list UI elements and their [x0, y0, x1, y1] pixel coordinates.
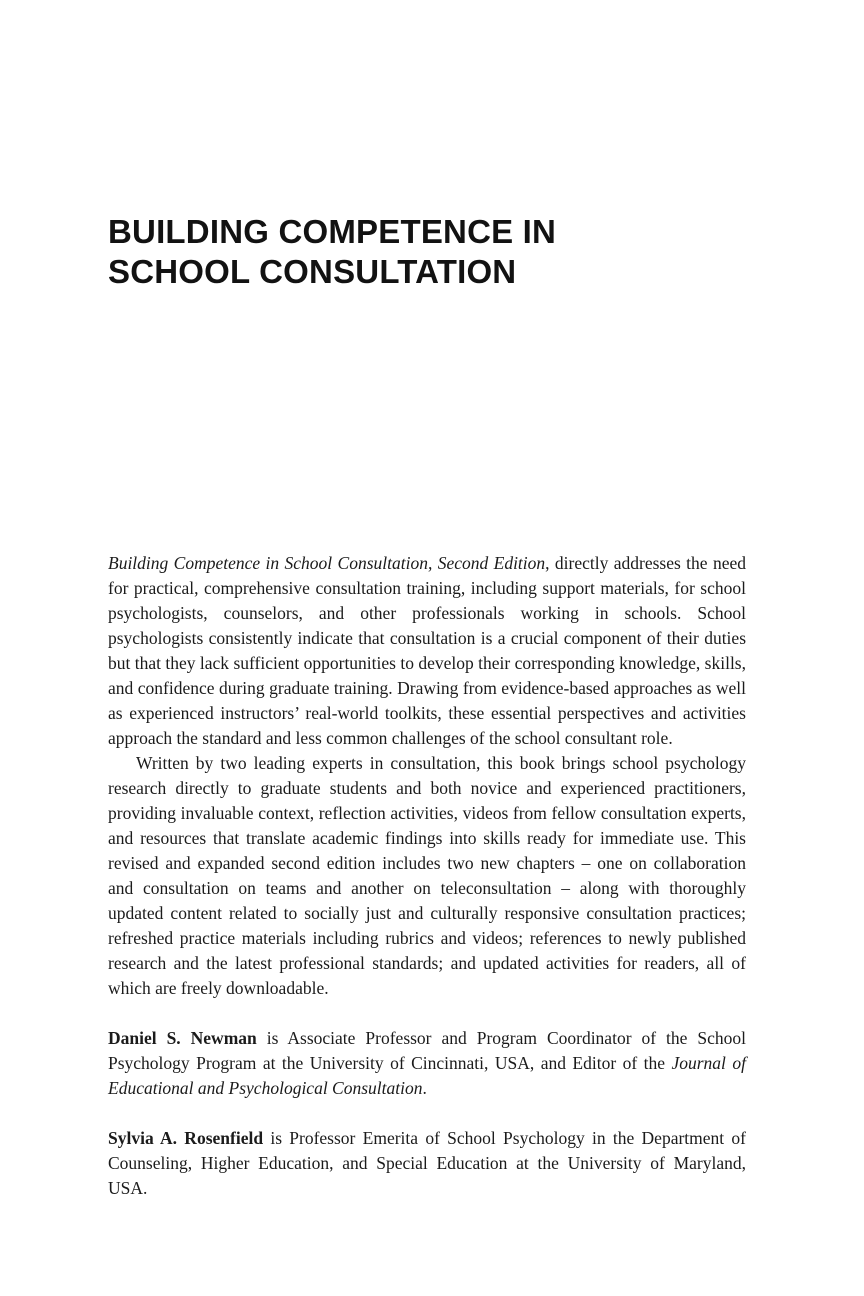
- author-bio-newman-text: is Associate Professor and Program Coordinator of the School Psychology Program at the University of Cincinnati, USA, and Editor of the: [108, 1028, 746, 1073]
- book-title-line1: BUILDING COMPETENCE IN: [108, 213, 557, 250]
- book-title: [108, 212, 728, 292]
- book-title-italic-reference: Building Competence in School Consultation, Second Edition: [108, 553, 546, 573]
- intro-paragraph: [108, 551, 746, 751]
- author-bio-rosenfield-text: is Professor Emerita of School Psychology in the Department of Counseling, Higher Education, and Special Education at the University of Maryland, USA.: [108, 1128, 746, 1198]
- author-name-rosenfield: Sylvia A. Rosenfield: [108, 1128, 264, 1148]
- second-paragraph: Written by two leading experts in consultation, this book brings school psychology research directly to graduate students and both novice and experienced practitioners, providing invaluable context, reflection activities, videos from fellow consultation experts, and resources that translate academic findings into skills ready for immediate use. This revised and expanded second edition includes two new chapters – one on collaboration and consultation on teams and another on teleconsultation – along with thoroughly updated content related to socially just and culturally responsive consultation practices; refreshed practice materials including rubrics and videos; references to newly published research and the latest professional standards; and updated activities for readers, all of which are freely downloadable.: [108, 753, 746, 998]
- description-text-block: [108, 551, 746, 1201]
- book-title-line2: SCHOOL CONSULTATION: [108, 253, 517, 290]
- author-bio-newman: [108, 1026, 746, 1101]
- journal-title-italic: Journal of Educational and Psychological Consultation: [108, 1053, 746, 1098]
- author-name-newman: Daniel S. Newman: [108, 1028, 257, 1048]
- intro-paragraph-text: , directly addresses the need for practical, comprehensive consultation training, including support materials, for school psychologists, counselors, and other professionals working in schools. School psychologists consistently indicate that consultation is a crucial component of their duties but that they lack sufficient opportunities to develop their corresponding knowledge, skills, and confidence during graduate training. Drawing from evidence-based approaches as well as experienced instructors’ real-world toolkits, these essential perspectives and activities approach the standard and less common challenges of the school consultant role.: [108, 553, 746, 748]
- author-bio-newman-period: .: [422, 1078, 427, 1098]
- author-bio-rosenfield: [108, 1126, 746, 1201]
